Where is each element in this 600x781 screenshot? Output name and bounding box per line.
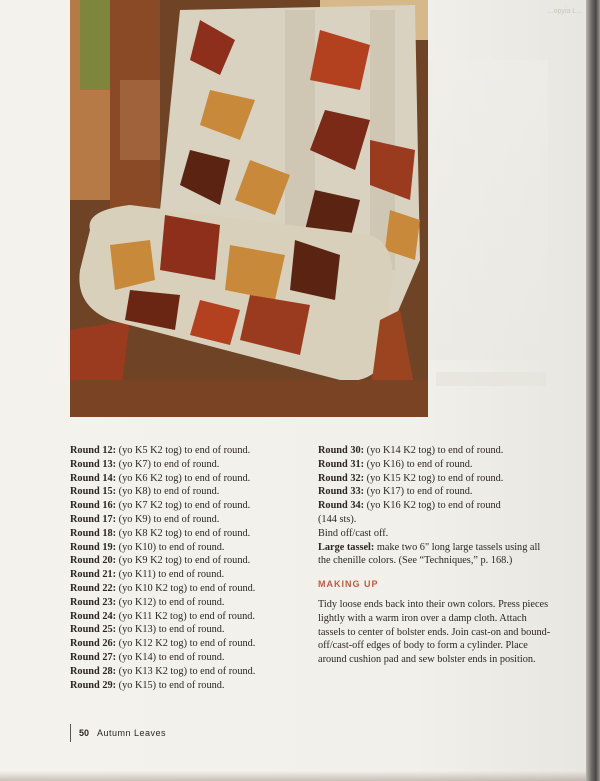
round-label: Round 15: [70,486,117,498]
instruction-line [318,472,553,486]
instruction-line [70,541,300,555]
round-label: Round 21: [70,569,117,581]
round-text: (yo K10 K2 tog) to end of round. [116,582,256,594]
instruction-line [70,444,300,458]
instruction-line [70,527,300,541]
round-text: (yo K13 K2 tog) to end of round. [116,665,256,677]
round-label: Round 26: [70,638,117,650]
round-text: (yo K17) to end of round. [364,486,473,498]
instruction-line [70,665,300,679]
instruction-line [70,637,300,651]
round-text: (yo K10) to end of round. [116,541,225,553]
afghan-bolster-illustration [70,0,428,417]
footer-rule [70,724,71,742]
round-label: Round 25: [70,624,117,636]
instruction-line [70,485,300,499]
round-text: (yo K7) to end of round. [116,458,220,470]
round-label: Round 29: [70,679,117,691]
round-text: (yo K11) to end of round. [116,569,225,581]
round-label: Round 31: [318,458,365,470]
chair-carving [120,80,160,160]
round-text: (yo K11 K2 tog) to end of round. [116,610,255,622]
show-through-heading [436,372,546,386]
instruction-line [318,499,553,513]
instruction-line [318,485,553,499]
round-label: Round 30: [318,445,365,456]
round-label: Round 32: [318,472,365,484]
instruction-line [318,458,553,472]
instruction-line [70,499,300,513]
making-up-text: Tidy loose ends back into their own colors. Press pieces lightly with a warm iron over a damp cloth. Attach tassels to center of bolster ends. Join cast-on and bound-off/cast-off edges of body to form a cylinder. Place around cushion pad and sew bolster ends in position. [318,598,551,666]
round-label: Round 17: [70,513,117,525]
instruction-line [70,651,300,665]
instruction-line [318,444,553,458]
page-bottom-shadow [0,771,586,781]
show-through-block [428,60,548,360]
round-text: (yo K8) to end of round. [116,486,220,498]
making-up-heading: MAKING UP [318,579,379,590]
round-label: Round 13: [70,458,117,470]
round-text: (yo K12) to end of round. [116,596,225,608]
instruction-line [70,679,300,693]
tassel-text: make two 6" long large tassels using all the chenille colors. (See “Techniques,” p. 168.) [318,541,541,567]
round-text: (yo K16) to end of round. [364,458,473,470]
round-label: Round 22: [70,582,117,594]
instruction-line [70,554,300,568]
round-text: (yo K5 K2 tog) to end of round. [116,445,251,456]
instruction-line [70,568,300,582]
project-photo [70,0,428,417]
round-text: (yo K9) to end of round. [116,513,220,525]
page-footer [70,723,166,743]
round-text: (yo K14) to end of round. [116,651,225,663]
instruction-line [70,513,300,527]
plant [80,0,110,90]
round-label: Round 19: [70,541,117,553]
round-text: (yo K14 K2 tog) to end of round. [364,445,504,456]
instruction-line [70,596,300,610]
round-label: Round 33: [318,486,365,498]
round-label: Round 28: [70,665,117,677]
instructions-column-right [318,444,553,667]
instruction-line [70,623,300,637]
running-title: Autumn Leaves [97,728,167,738]
instruction-line [70,472,300,486]
bind-off-line: Bind off/cast off. [318,527,389,539]
round-label: Round 27: [70,651,117,663]
instruction-line [70,582,300,596]
seat [70,380,428,417]
round-label: Round 16: [70,500,117,512]
page-number: 50 [79,728,90,738]
round-text: (yo K12 K2 tog) to end of round. [116,638,256,650]
round-text: (yo K9 K2 tog) to end of round. [116,555,251,567]
round-text: (yo K15 K2 tog) to end of round. [364,472,504,484]
round-label: Round 20: [70,555,117,567]
edge-text: ...opyia L... [547,8,582,15]
book-gutter [586,0,600,781]
instructions-column-left [70,444,300,692]
round-label: Round 23: [70,596,117,608]
round-text: (yo K7 K2 tog) to end of round. [116,500,251,512]
tassel-label: Large tassel: [318,541,375,553]
round-label: Round 12: [70,445,117,456]
sts-count: (144 sts). [318,513,357,525]
round-text: (yo K13) to end of round. [116,624,225,636]
round-label: Round 18: [70,527,117,539]
round-text: (yo K8 K2 tog) to end of round. [116,527,251,539]
round-text: (yo K6 K2 tog) to end of round. [116,472,251,484]
round-text: (yo K15) to end of round. [116,679,225,691]
round-label: Round 24: [70,610,117,622]
round-label: Round 14: [70,472,117,484]
tassel-instruction [318,541,553,569]
instruction-line [70,610,300,624]
round-label: Round 34: [318,500,365,512]
instruction-line [70,458,300,472]
round-text: (yo K16 K2 tog) to end of round [364,500,501,512]
